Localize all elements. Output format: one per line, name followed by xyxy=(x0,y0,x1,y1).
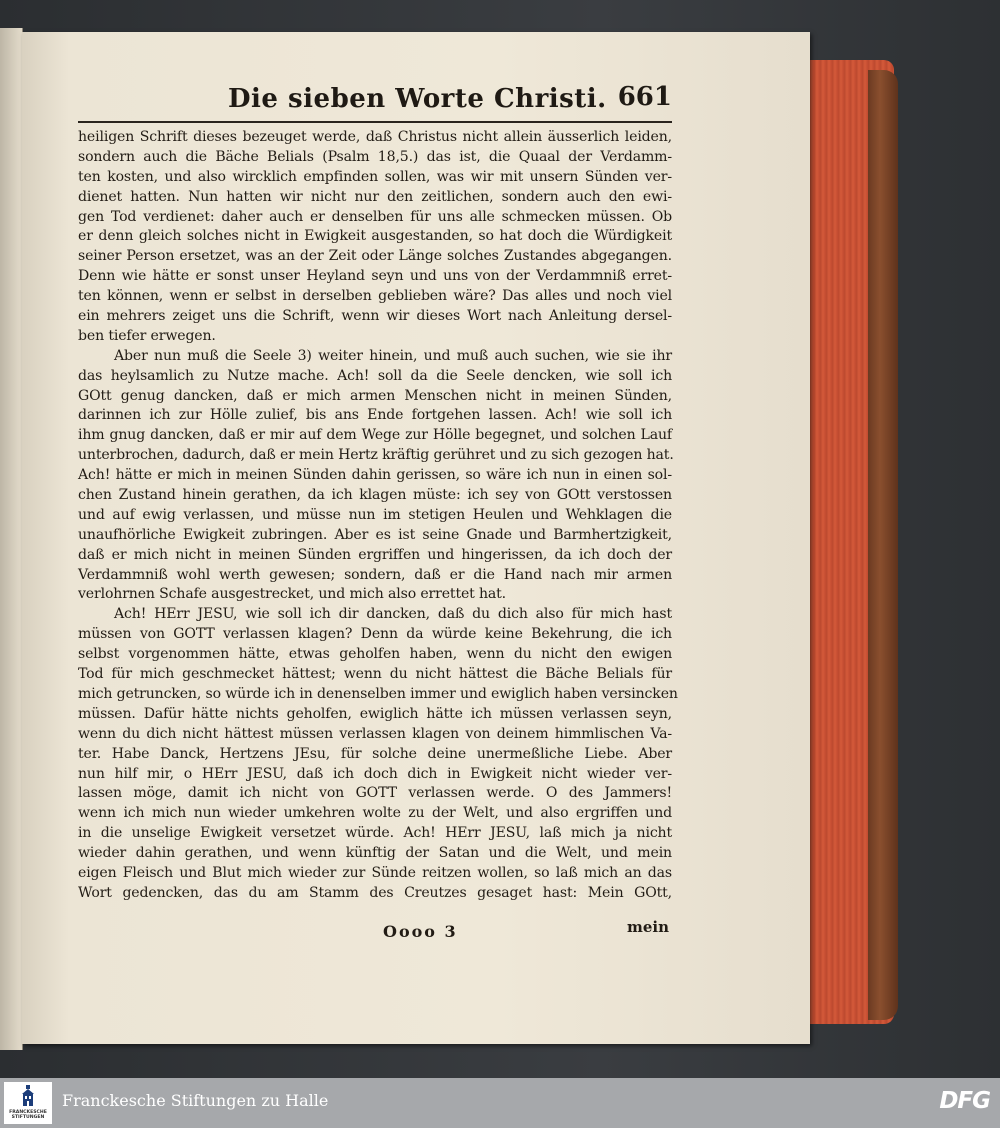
viewer-footer xyxy=(0,1078,1000,1128)
text-line: Wort gedencken, das du am Stamm des Creutzes gesaget hast: Mein GOtt, xyxy=(78,884,672,901)
text-line: müssen. Dafür hätte nichts geholfen, ewiglich hätte ich müssen verlassen seyn, xyxy=(78,705,672,722)
text-line: darinnen ich zur Hölle zulief, bis ans Ende fortgehen lassen. Ach! wie soll ich xyxy=(78,407,672,424)
text-line: GOtt genug dancken, daß er mich armen Menschen nicht in meinen Sünden, xyxy=(78,387,672,404)
text-line: daß er mich nicht in meinen Sünden ergriffen und hingerissen, da ich doch der xyxy=(78,546,672,563)
text-line: Tod für mich geschmecket hättest; wenn du nicht hättest die Bäche Belials für xyxy=(78,666,672,683)
text-line: wieder dahin gerathen, und wenn künftig der Satan und die Welt, und mein xyxy=(78,845,672,862)
text-line: Denn wie hätte er sonst unser Heyland seyn und uns von der Verdammniß erret- xyxy=(78,268,672,285)
text-line: selbst vorgenommen hätte, etwas geholfen haben, wenn du nicht den ewigen xyxy=(78,646,672,663)
page-number: 661 xyxy=(617,82,672,112)
text-line: ein mehrers zeiget uns die Schrift, wenn wir dieses Wort nach Anleitung dersel- xyxy=(78,308,672,325)
header-rule xyxy=(78,121,672,123)
text-line: Ach! HErr JESU, wie soll ich dir dancken, daß du dich also für mich hast xyxy=(114,606,672,623)
text-line: wenn du dich nicht hättest müssen verlassen klagen von deinem himmlischen Va- xyxy=(78,725,672,742)
text-line: ten können, wenn er selbst in derselben geblieben wäre? Das alles und noch viel xyxy=(78,288,672,305)
body-text xyxy=(78,128,678,904)
running-header xyxy=(78,80,672,122)
text-line: gen Tod verdienet: daher auch er denselben für uns alle schmecken müssen. Ob xyxy=(78,208,672,225)
institution-name[interactable]: Franckesche Stiftungen zu Halle xyxy=(62,1091,329,1110)
header-title: Die sieben Worte Christi. xyxy=(228,84,607,114)
text-line: nun hilf mir, o HErr JESU, daß ich doch dich in Ewigkeit nicht wieder ver- xyxy=(78,765,672,782)
text-line: Ach! hätte er mich in meinen Sünden dahin gerissen, so wäre ich nun in einen sol- xyxy=(78,467,672,484)
text-line: müssen von GOTT verlassen klagen? Denn da würde keine Bekehrung, die ich xyxy=(78,626,672,643)
text-line: Verdammniß wohl werth gewesen; sondern, daß er die Hand nach mir armen xyxy=(78,566,672,583)
building-icon xyxy=(20,1085,36,1107)
text-line: er denn gleich solches nicht in Ewigkeit ausgestanden, so hat doch die Würdigkeit xyxy=(78,228,672,245)
text-line: wenn ich mich nun wieder umkehren wolte zu der Welt, und also ergriffen und xyxy=(78,805,672,822)
text-line: ter. Habe Danck, Hertzens JEsu, für solche deine unermeßliche Liebe. Aber xyxy=(78,745,672,762)
previous-page-edge xyxy=(0,28,23,1050)
text-line: dienet hatten. Nun hatten wir nicht nur den zeitlichen, sondern auch den ewi- xyxy=(78,188,672,205)
dfg-logo[interactable]: DFG xyxy=(939,1088,990,1114)
text-line: seiner Person ersetzet, was an der Zeit oder Länge solches Zustandes abgegangen. xyxy=(78,248,672,265)
text-line: mich getruncken, so würde ich in denenselben immer und ewiglich haben versincken xyxy=(78,685,678,702)
text-line: unaufhörliche Ewigkeit zubringen. Aber es ist seine Gnade und Barmhertzigkeit, xyxy=(78,526,672,543)
text-line: chen Zustand hinein gerathen, da ich klagen müste: ich sey von GOtt verstossen xyxy=(78,487,672,504)
text-line: das heylsamlich zu Nutze mache. Ach! soll da die Seele dencken, wie soll ich xyxy=(78,367,672,384)
institution-logo[interactable] xyxy=(4,1082,52,1124)
book-cover xyxy=(868,70,898,1020)
text-line: heiligen Schrift dieses bezeuget werde, daß Christus nicht allein äusserlich leiden, xyxy=(78,129,672,145)
text-line: in die unselige Ewigkeit versetzet würde. Ach! HErr JESU, laß mich ja nicht xyxy=(78,825,672,842)
text-line: Aber nun muß die Seele 3) weiter hinein, und muß auch suchen, wie sie ihr xyxy=(114,347,672,364)
text-line: ben tiefer erwegen. xyxy=(78,327,216,344)
text-line: unterbrochen, dadurch, daß er mein Hertz kräftig gerühret und zu sich gezogen hat. xyxy=(78,447,674,464)
text-line: verlohrnen Schafe ausgestrecket, und mich also errettet hat. xyxy=(78,586,507,603)
text-line: ten kosten, und also wircklich empfinden sollen, was wir mit unsern Sünden ver- xyxy=(78,168,672,185)
logo-text: FRANCKESCHE STIFTUNGEN xyxy=(9,1110,47,1121)
text-line: eigen Fleisch und Blut mich wieder zur Sünde reitzen wollen, so laß mich an das xyxy=(78,864,672,881)
text-line: ihm gnug dancken, daß er mir auf dem Wege zur Hölle begegnet, und solchen Lauf xyxy=(78,427,672,444)
text-line: lassen möge, damit ich nicht von GOTT verlassen werde. O des Jammers! xyxy=(78,785,672,802)
text-line: und auf ewig verlassen, und müsse nun im stetigen Heulen und Wehklagen die xyxy=(78,506,672,523)
catchword: mein xyxy=(627,918,670,936)
signature-mark: Oooo 3 xyxy=(383,922,458,941)
text-line: sondern auch die Bäche Belials (Psalm 18,5.) das ist, die Quaal der Verdamm- xyxy=(78,148,672,165)
